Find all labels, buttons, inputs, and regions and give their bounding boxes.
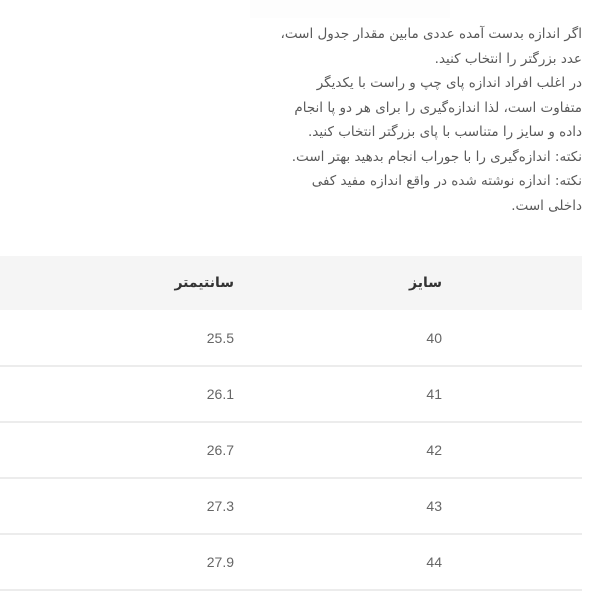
- instruction-line: داده و سایز را متناسب با پای بزرگتر انتخاب کنید.: [307, 124, 582, 140]
- cm-cell: [0, 310, 234, 366]
- size-chart-table: [0, 256, 582, 591]
- instruction-line: اگر اندازه بدست آمده عددی مابین مقدار جدول است،: [280, 26, 582, 42]
- cm-cell: [0, 366, 234, 422]
- size-cell: 40: [426, 329, 442, 346]
- table-row: [0, 534, 582, 590]
- cm-cell: [0, 534, 234, 590]
- table-body: [0, 310, 582, 590]
- cm-cell: [0, 478, 234, 534]
- cm-value: 27.3: [206, 498, 234, 514]
- cm-value: 25.5: [206, 329, 234, 346]
- table-row: [0, 478, 582, 534]
- instruction-line: عدد بزرگتر را انتخاب کنید.: [434, 50, 582, 67]
- note-line: داخلی است.: [511, 197, 582, 214]
- cm-value: 26.7: [206, 442, 234, 458]
- table-row: [0, 366, 582, 422]
- size-cell: 41: [426, 386, 442, 402]
- instruction-line: متفاوت است، لذا اندازه‌گیری را برای هر دو پا انجام: [294, 99, 582, 116]
- size-cell: 43: [426, 498, 442, 514]
- top-strip: [250, 0, 450, 18]
- cm-value: 27.9: [206, 554, 234, 570]
- table-row: [0, 310, 582, 366]
- size-cell: 42: [426, 442, 442, 458]
- size-cell: 44: [426, 554, 442, 570]
- size-guide-instructions: [242, 22, 582, 218]
- header-cm: [0, 256, 234, 310]
- table-row: [0, 422, 582, 478]
- header-cm-label: سانتیمتر: [174, 275, 234, 291]
- instruction-line: در اغلب افراد اندازه پای چپ و راست با یکدیگر: [316, 75, 582, 91]
- table-header: [0, 256, 582, 310]
- cm-cell: [0, 422, 234, 478]
- header-size-label: سایز: [409, 275, 442, 291]
- note-line: نکته: اندازه نوشته شده در واقع اندازه مفید کفی: [311, 173, 582, 189]
- cm-value: 26.1: [206, 386, 234, 402]
- header-size: [234, 256, 582, 310]
- header-row: [0, 256, 582, 310]
- note-line: نکته: اندازه‌گیری را با جوراب انجام بدهید بهتر است.: [291, 148, 582, 165]
